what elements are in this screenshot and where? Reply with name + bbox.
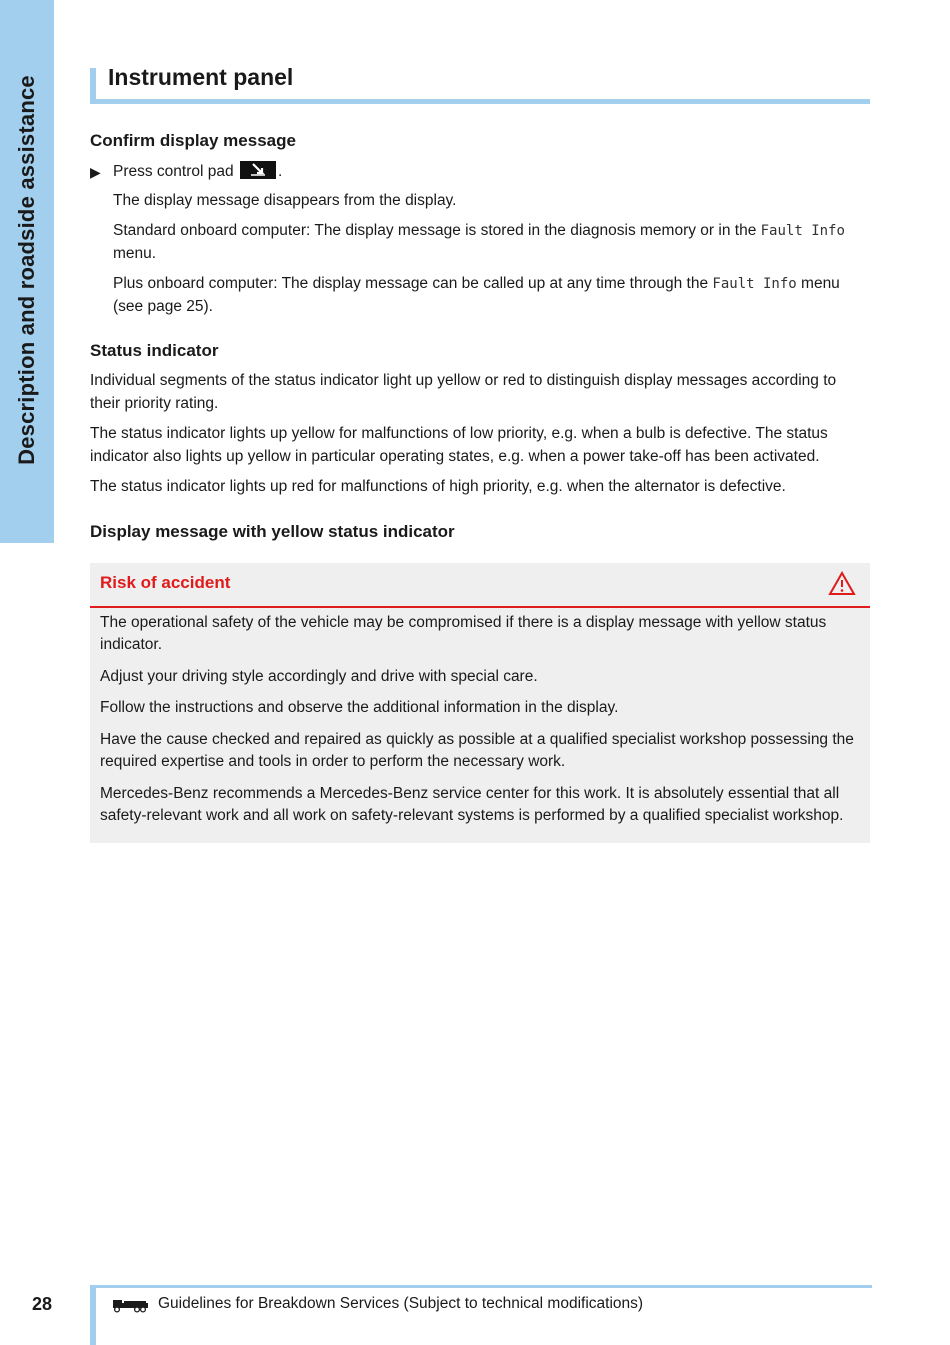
control-pad-icon	[240, 161, 276, 179]
status-paragraph: The status indicator lights up yellow for malfunctions of low priority, e.g. when a bulb is defective. The status indicator also lights up yellow in particular operating states, e.g. when a power take-off has been activated.	[90, 425, 828, 465]
footer-top-rule	[90, 1285, 872, 1288]
warning-paragraph: Adjust your driving style accordingly and drive with special care.	[100, 667, 538, 685]
standard-text: Standard onboard computer: The display message is stored in the diagnosis memory or in the	[113, 222, 757, 239]
plus-text: Plus onboard computer: The display message can be called up at any time through the	[113, 275, 709, 292]
warning-box	[90, 563, 870, 843]
warning-paragraph: Follow the instructions and observe the additional information in the display.	[100, 699, 619, 716]
warning-paragraph: The operational safety of the vehicle may be compromised if there is a display message with yellow status indicator.	[100, 613, 827, 653]
instruction-step	[90, 161, 870, 184]
standard-text-end: menu.	[113, 244, 157, 262]
main-content	[90, 128, 870, 843]
warning-title: Risk of accident	[100, 572, 231, 592]
warning-paragraph: Mercedes-Benz recommends a Mercedes-Benz service center for this work. It is absolutely essential that all safety-relevant work and all work on safety-relevant systems is performed by a qualified specialist workshop.	[100, 784, 844, 824]
step-text: Press control pad	[113, 163, 234, 180]
footer-left-rule	[90, 1285, 96, 1345]
warning-triangle-icon	[828, 571, 856, 604]
fault-info-label: Fault Info	[760, 223, 845, 239]
page-heading	[90, 64, 870, 104]
page-number: 28	[32, 1294, 53, 1314]
page-title: Instrument panel	[108, 64, 294, 90]
plus-text-end: menu (see page 25).	[113, 275, 840, 315]
truck-icon	[112, 1297, 150, 1318]
footer-text: Guidelines for Breakdown Services (Subject to technical modifications)	[158, 1295, 644, 1312]
section-heading-yellow: Display message with yellow status indicator	[90, 521, 455, 541]
section-heading-confirm: Confirm display message	[90, 131, 296, 150]
heading-underline	[90, 99, 870, 104]
warning-header	[90, 563, 870, 608]
section-heading-status: Status indicator	[90, 341, 219, 360]
status-paragraph: Individual segments of the status indicator light up yellow or red to distinguish display messages according to their priority rating.	[90, 372, 837, 412]
warning-paragraph: Have the cause checked and repaired as quickly as possible at a qualified specialist workshop possessing the required expertise and tools in order to perform the necessary work.	[100, 730, 854, 770]
status-paragraph: The status indicator lights up red for malfunctions of high priority, e.g. when the alternator is defective.	[90, 478, 786, 495]
side-tab-label: Description and roadside assistance	[14, 75, 39, 465]
confirm-plus	[90, 273, 870, 318]
side-tab	[0, 0, 54, 543]
confirm-result: The display message disappears from the display.	[113, 191, 457, 209]
step-period: .	[277, 163, 283, 180]
confirm-standard	[90, 220, 870, 265]
step-arrow-icon: ▶	[90, 164, 101, 180]
fault-info-label: Fault Info	[712, 276, 797, 292]
warning-body	[90, 608, 870, 843]
footer	[90, 1285, 872, 1345]
